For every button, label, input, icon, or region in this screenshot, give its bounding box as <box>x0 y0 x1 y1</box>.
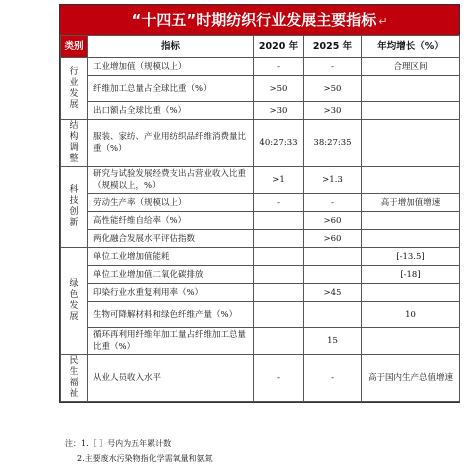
return-mark-icon: ↵ <box>378 15 388 28</box>
value-growth: 高于增加值增速 <box>362 194 460 212</box>
value-2020 <box>254 212 304 230</box>
table-title: “十四五”时期纺织行业发展主要指标 ↵ <box>60 5 459 35</box>
category-tech: 科 技 创 新 <box>61 167 88 248</box>
value-2025: - <box>304 355 362 402</box>
value-2025 <box>304 248 362 266</box>
table-row <box>61 355 460 402</box>
indicator-cell: 研究与试验发展经费支出占营业收入比重（规模以上，%） <box>88 167 254 194</box>
note-1: 注：1.［ ］号内为五年累计数 <box>65 439 172 448</box>
value-2025: - <box>304 58 362 76</box>
category-livelihood: 民 生 福 祉 <box>61 355 88 402</box>
indicator-cell: 从业人员收入水平 <box>88 355 254 402</box>
value-2020: - <box>254 194 304 212</box>
table-row <box>61 328 460 355</box>
table-row <box>61 194 460 212</box>
category-structure: 结 构 调 整 <box>61 120 88 167</box>
table-row <box>61 248 460 266</box>
indicator-cell: 生物可降解材料和绿色纤维产量（%） <box>88 302 254 328</box>
header-growth: 年均增长（%） <box>362 36 460 58</box>
value-growth: [-18] <box>362 266 460 284</box>
value-growth <box>362 328 460 355</box>
table-row <box>61 58 460 76</box>
indicator-table-frame <box>59 4 460 403</box>
value-2025: >60 <box>304 212 362 230</box>
indicator-cell: 高性能纤维自给率（%） <box>88 212 254 230</box>
value-2025: >45 <box>304 284 362 302</box>
indicator-cell: 服装、家纺、产业用纺织品纤维消费量比重（%） <box>88 120 254 167</box>
value-2025: 15 <box>304 328 362 355</box>
value-2020: - <box>254 58 304 76</box>
table-row <box>61 212 460 230</box>
header-category: 类别 <box>61 36 88 58</box>
indicator-cell: 纤维加工总量占全球比重（%） <box>88 76 254 102</box>
value-growth <box>362 284 460 302</box>
value-growth <box>362 167 460 194</box>
table-row <box>61 284 460 302</box>
value-2020 <box>254 248 304 266</box>
indicator-cell: 循环再利用纤维年加工量占纤维加工总量比重（%） <box>88 328 254 355</box>
indicator-cell: 出口额占全球比重（%） <box>88 102 254 120</box>
value-growth <box>362 76 460 102</box>
value-growth: 10 <box>362 302 460 328</box>
table-row <box>61 230 460 248</box>
indicator-cell: 印染行业水重复利用率（%） <box>88 284 254 302</box>
table-header-row <box>61 36 460 58</box>
header-indicator: 指标 <box>88 36 254 58</box>
indicator-cell: 单位工业增加值二氧化碳排放 <box>88 266 254 284</box>
value-growth <box>362 230 460 248</box>
value-growth <box>362 212 460 230</box>
value-growth: 高于国内生产总值增速 <box>362 355 460 402</box>
note-2: 2.主要废水污染物指化学需氧量和氨氮 <box>77 454 213 463</box>
value-growth <box>362 102 460 120</box>
value-growth: [-13.5] <box>362 248 460 266</box>
indicator-cell: 两化融合发展水平评估指数 <box>88 230 254 248</box>
value-2025: - <box>304 194 362 212</box>
table-row <box>61 120 460 167</box>
category-industry: 行 业 发 展 <box>61 58 88 120</box>
table-row <box>61 167 460 194</box>
value-2020: >50 <box>254 76 304 102</box>
value-2020: - <box>254 355 304 402</box>
table-notes <box>65 436 213 466</box>
value-2025: >50 <box>304 76 362 102</box>
indicator-table <box>60 35 460 402</box>
value-2020: >30 <box>254 102 304 120</box>
table-row <box>61 266 460 284</box>
value-2020: 40:27:33 <box>254 120 304 167</box>
table-row <box>61 302 460 328</box>
table-row <box>61 102 460 120</box>
header-2025: 2025 年 <box>304 36 362 58</box>
value-2025 <box>304 302 362 328</box>
indicator-cell: 劳动生产率（规模以上） <box>88 194 254 212</box>
value-growth <box>362 120 460 167</box>
value-2020 <box>254 230 304 248</box>
value-2020 <box>254 266 304 284</box>
value-2020: >1 <box>254 167 304 194</box>
indicator-cell: 工业增加值（规模以上） <box>88 58 254 76</box>
value-2025 <box>304 266 362 284</box>
value-2020 <box>254 284 304 302</box>
value-2025: >1.3 <box>304 167 362 194</box>
value-2020 <box>254 328 304 355</box>
header-2020: 2020 年 <box>254 36 304 58</box>
category-green: 绿 色 发 展 <box>61 248 88 355</box>
value-2025: >30 <box>304 102 362 120</box>
indicator-cell: 单位工业增加值能耗 <box>88 248 254 266</box>
value-2025: >60 <box>304 230 362 248</box>
table-row <box>61 76 460 102</box>
value-2020 <box>254 302 304 328</box>
value-2025: 38:27:35 <box>304 120 362 167</box>
value-growth: 合理区间 <box>362 58 460 76</box>
